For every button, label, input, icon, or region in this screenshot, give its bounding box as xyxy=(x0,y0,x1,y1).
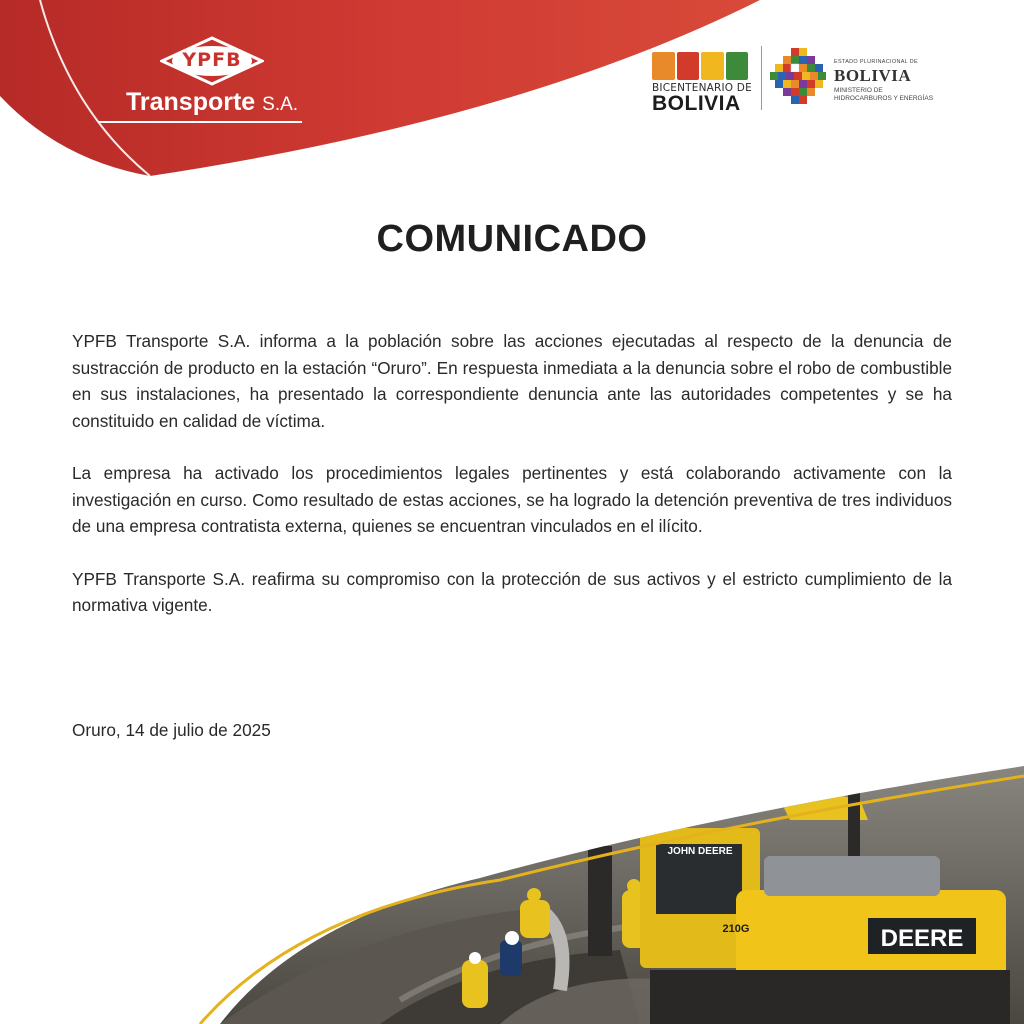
bicentenario-tile xyxy=(726,52,749,80)
body-paragraph: YPFB Transporte S.A. informa a la población sobre las acciones ejecutadas al respecto de la denuncia de sustracción de producto en la estación “Oruro”. En respuesta inmediata a la denuncia sobre el robo de combustible en sus instalaciones, ha presentado la correspondiente denuncia ante las autoridades competentes y se ha constituido en calidad de víctima. xyxy=(72,331,952,431)
body-paragraph: YPFB Transporte S.A. reafirma su compromiso con la protección de sus activos y el estricto cumplimiento de la normativa vigente. xyxy=(72,568,952,615)
bicentenario-logo xyxy=(652,52,752,115)
page-title: COMUNICADO xyxy=(376,218,648,260)
communique-body xyxy=(72,328,952,645)
ministry-state-label: ESTADO PLURINACIONAL DE xyxy=(834,59,918,65)
bicentenario-tile xyxy=(652,52,675,80)
ministry-name xyxy=(834,87,944,103)
bicentenario-label: BICENTENARIO DE xyxy=(652,82,752,94)
bicentenario-emblem xyxy=(652,52,748,80)
date-line: Oruro, 14 de julio de 2025 xyxy=(72,720,271,740)
ypfb-logo-text: YPFB xyxy=(182,49,242,71)
bicentenario-tile xyxy=(677,52,700,80)
ministry-country: BOLIVIA xyxy=(834,66,912,85)
ministry-name-line: HIDROCARBUROS Y ENERGÍAS xyxy=(834,95,934,102)
cab-brand: JOHN DEERE xyxy=(667,846,733,857)
company-underline xyxy=(98,121,302,123)
wiphala-emblem-icon xyxy=(770,48,828,106)
bicentenario-country: BOLIVIA xyxy=(652,92,741,115)
company-name: Transporte S.A. xyxy=(126,88,299,116)
ministry-name-line: MINISTERIO DE xyxy=(834,87,883,94)
model-number: 210G xyxy=(722,923,750,935)
excavator-brand: DEERE xyxy=(880,925,964,952)
footer-excavation-photo xyxy=(0,760,1024,1024)
body-paragraph: La empresa ha activado los procedimientos legales pertinentes y está colaborando activamente con la investigación en curso. Como resultado de estas acciones, se ha logrado la detención preventiva de tres individuos de una empresa contratista externa, quienes se encuentran vinculados en el ilícito. xyxy=(72,463,952,536)
logo-divider xyxy=(761,46,762,110)
bicentenario-tile xyxy=(701,52,724,80)
